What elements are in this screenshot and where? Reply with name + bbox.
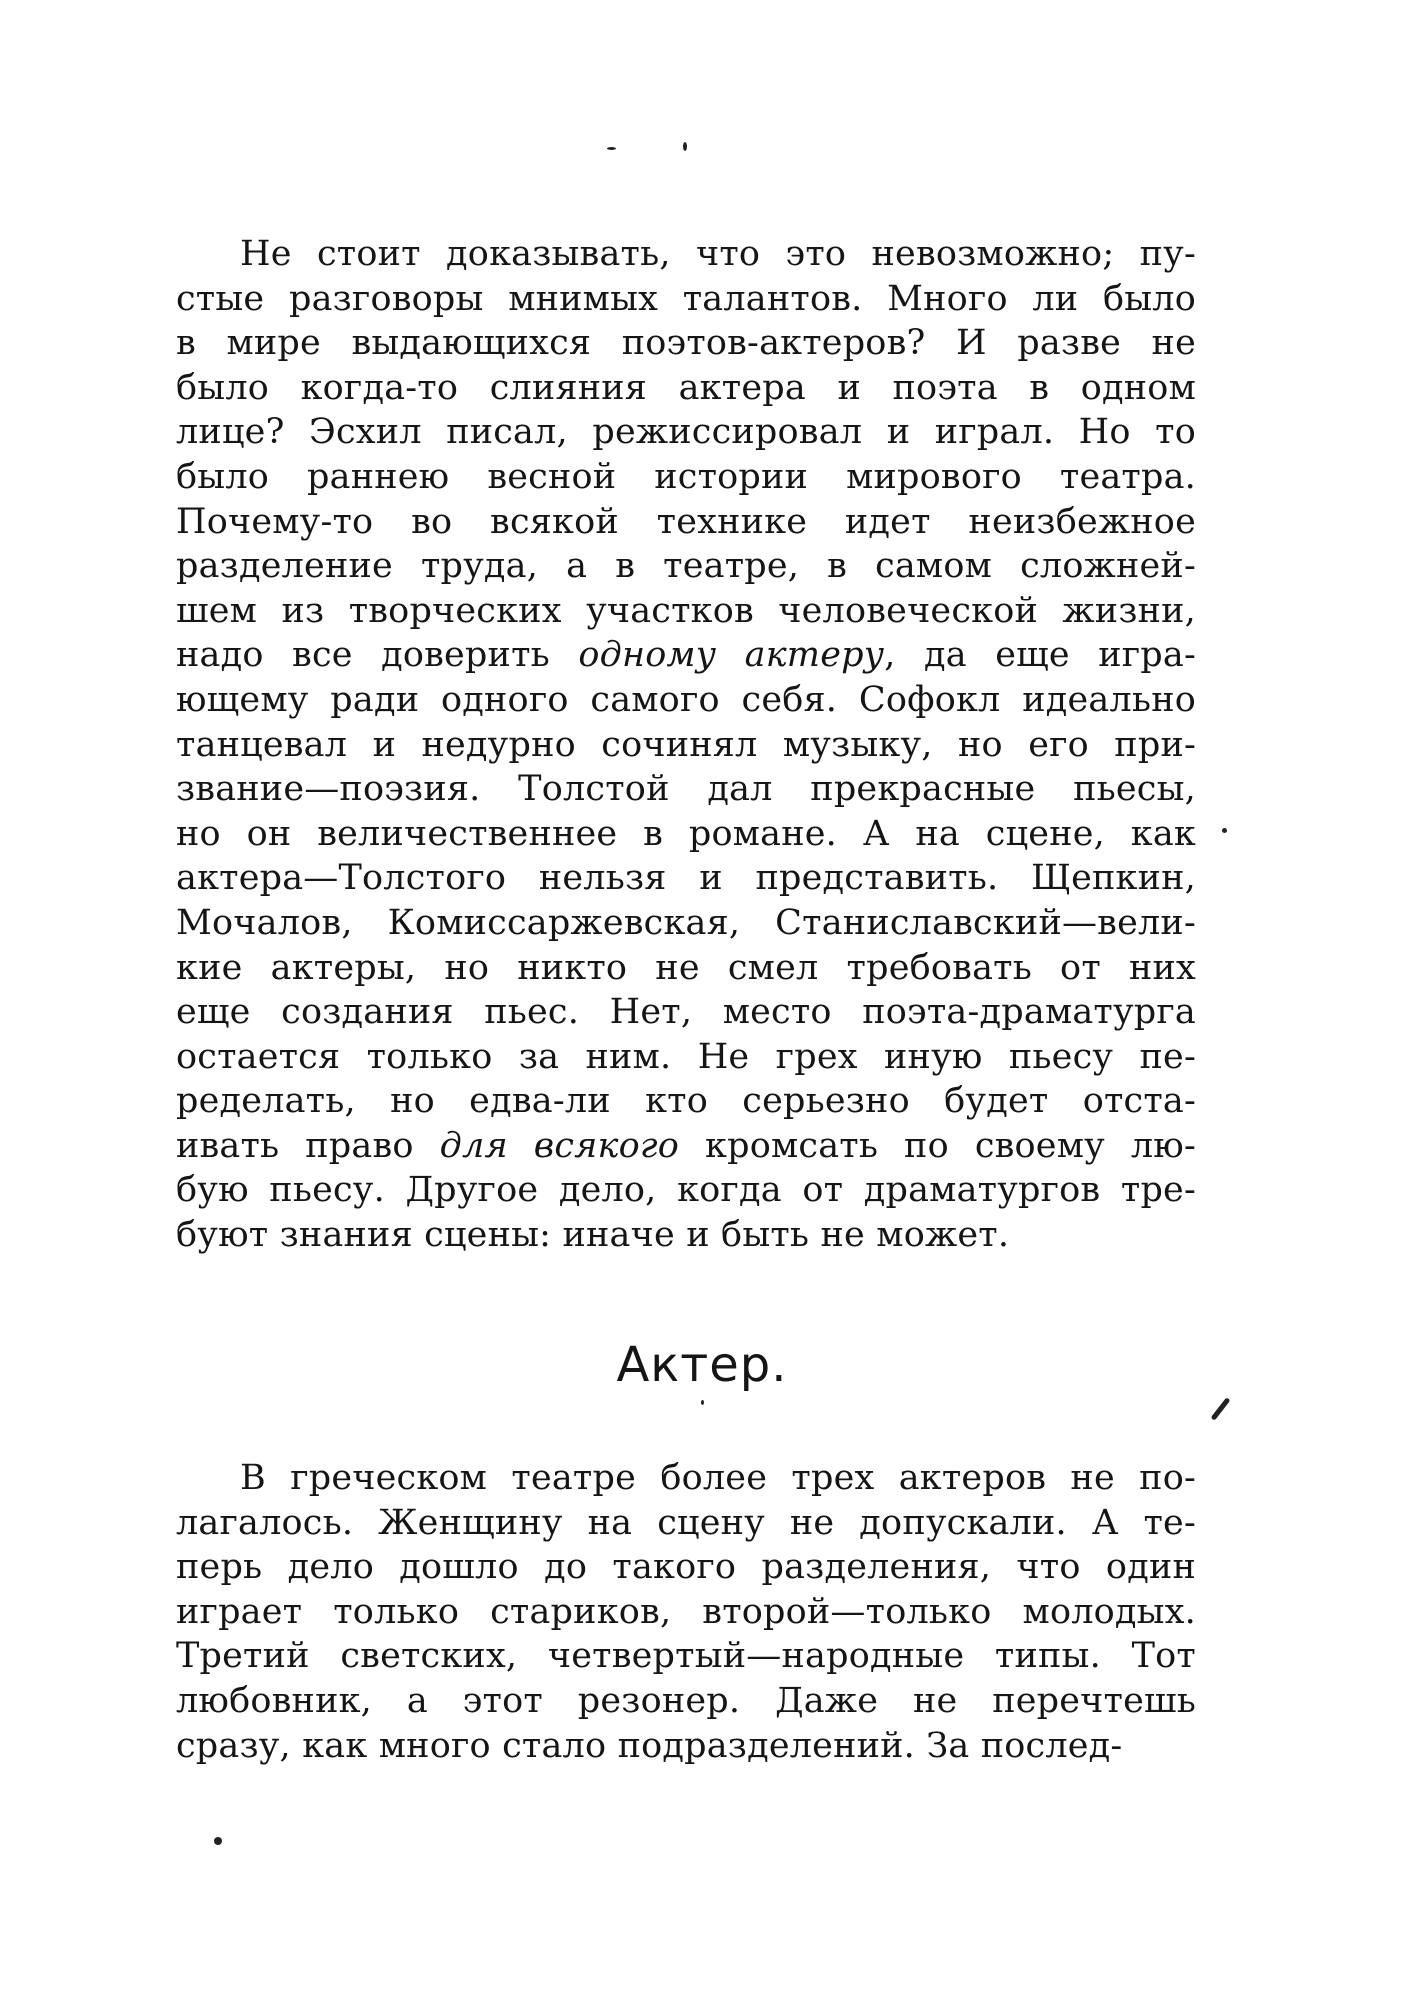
text-line bbox=[176, 812, 1196, 857]
line-text: В греческом театре более трех актеров не по- bbox=[240, 1458, 1196, 1498]
line-text: любовник, а этот резонер. Даже не перечтешь bbox=[176, 1680, 1196, 1721]
text-line bbox=[176, 1456, 1196, 1501]
scan-speck bbox=[683, 142, 687, 151]
scan-speck bbox=[1222, 828, 1227, 833]
line-text: Почему-то во всякой технике идет неизбежное bbox=[176, 501, 1196, 542]
line-text: но он величественнее в романе. А на сцене, как bbox=[176, 813, 1196, 854]
text-line bbox=[176, 723, 1196, 768]
text-line bbox=[176, 366, 1196, 411]
text-line bbox=[176, 455, 1196, 500]
italic-phrase: одному актеру bbox=[578, 635, 885, 676]
text-line bbox=[176, 544, 1196, 589]
line-text: кие актеры, но никто не смел требовать от них bbox=[176, 947, 1196, 988]
text-line bbox=[176, 1501, 1196, 1546]
line-text: стые разговоры мнимых талантов. Много ли было bbox=[176, 278, 1196, 319]
text-line bbox=[176, 232, 1196, 277]
paragraph-2 bbox=[176, 1456, 1196, 1768]
line-text: ределать, но едва-ли кто серьезно будет отста- bbox=[176, 1081, 1196, 1122]
scan-speck bbox=[214, 1837, 222, 1845]
line-text: лагалось. Женщину на сцену не допускали. А те- bbox=[176, 1502, 1196, 1543]
text-line bbox=[176, 901, 1196, 946]
text-line bbox=[176, 1124, 1196, 1169]
line-text: ющему ради одного самого себя. Софокл идеально bbox=[176, 679, 1196, 720]
text-line bbox=[176, 1545, 1196, 1590]
text-line bbox=[176, 1079, 1196, 1124]
text-line bbox=[176, 678, 1196, 723]
line-text: в мире выдающихся поэтов-актеров? И разве не bbox=[176, 323, 1196, 364]
line-text: шем из творческих участков человеческой жизни, bbox=[176, 590, 1196, 631]
text-line bbox=[176, 946, 1196, 991]
paragraph-1 bbox=[176, 232, 1196, 1258]
line-text: перь дело дошло до такого разделения, что один bbox=[176, 1547, 1196, 1588]
scan-speck bbox=[607, 147, 616, 150]
section-heading: Актер. bbox=[616, 1337, 788, 1393]
line-text: играет только стариков, второй—только молодых. bbox=[176, 1591, 1196, 1632]
text-line bbox=[176, 1213, 1196, 1258]
line-text: танцевал и недурно сочинял музыку, но его при- bbox=[176, 724, 1196, 765]
line-text: еще создания пьес. Нет, место поэта-драматурга bbox=[176, 992, 1196, 1033]
text-line bbox=[176, 1679, 1196, 1724]
line-text: сразу, как много стало подразделений. За послед- bbox=[176, 1725, 1123, 1766]
text-line bbox=[176, 1634, 1196, 1679]
line-text: Не стоит доказывать, что это невозможно; пу- bbox=[240, 234, 1196, 274]
scan-mark bbox=[1211, 1397, 1231, 1421]
text-line bbox=[176, 1724, 1196, 1769]
text-line bbox=[176, 589, 1196, 634]
line-text: ивать право bbox=[176, 1125, 440, 1166]
text-line bbox=[176, 277, 1196, 322]
line-text: разделение труда, а в театре, в самом сложней- bbox=[176, 546, 1196, 587]
text-line bbox=[176, 500, 1196, 545]
scan-speck bbox=[701, 1400, 704, 1405]
text-line bbox=[176, 856, 1196, 901]
text-line bbox=[176, 1035, 1196, 1080]
line-text: было когда-то слияния актера и поэта в одном bbox=[176, 367, 1196, 408]
line-text: Третий светских, четвертый—народные типы. Тот bbox=[176, 1636, 1196, 1677]
italic-phrase: для всякого bbox=[439, 1125, 680, 1166]
line-text: бую пьесу. Другое дело, когда от драматургов тре- bbox=[176, 1170, 1196, 1211]
line-text: было раннею весной истории мирового театра. bbox=[176, 456, 1196, 497]
text-line bbox=[176, 767, 1196, 812]
line-text: Мочалов, Комиссаржевская, Станиславский—вели- bbox=[176, 902, 1196, 943]
line-text: лице? Эсхил писал, режиссировал и играл. Но то bbox=[176, 412, 1196, 453]
text-line bbox=[176, 1590, 1196, 1635]
line-text: актера—Толстого нельзя и представить. Щепкин, bbox=[176, 858, 1196, 899]
text-line bbox=[176, 321, 1196, 366]
line-text: звание—поэзия. Толстой дал прекрасные пьесы, bbox=[176, 769, 1196, 810]
text-line bbox=[176, 1168, 1196, 1213]
line-text: надо все доверить bbox=[176, 635, 579, 676]
line-text: кромсать по своему лю- bbox=[679, 1125, 1196, 1166]
text-line bbox=[176, 410, 1196, 455]
text-line bbox=[176, 633, 1196, 678]
line-text: остается только за ним. Не грех иную пьесу пе- bbox=[176, 1036, 1196, 1077]
text-line bbox=[176, 990, 1196, 1035]
line-text: , да еще игра- bbox=[884, 635, 1196, 676]
line-text: буют знания сцены: иначе и быть не может. bbox=[176, 1215, 1010, 1256]
